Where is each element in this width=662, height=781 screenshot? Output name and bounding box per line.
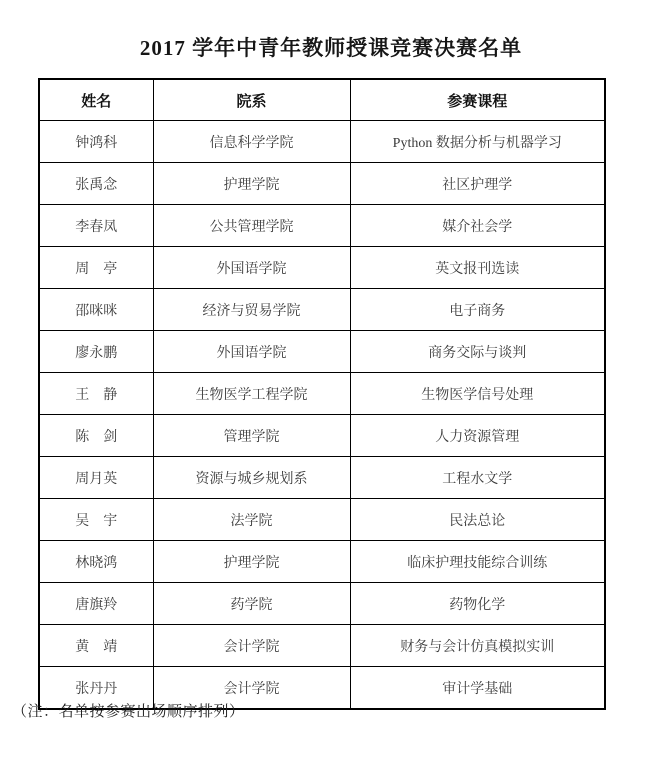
- finalist-table: [38, 78, 606, 710]
- name-cell: 李春凤: [39, 205, 153, 247]
- course-cell: 媒介社会学: [350, 205, 605, 247]
- table-row: [39, 499, 605, 541]
- course-cell: 电子商务: [350, 289, 605, 331]
- table-row: [39, 415, 605, 457]
- name-cell: 唐旗羚: [39, 583, 153, 625]
- department-cell: 信息科学学院: [153, 121, 350, 163]
- department-cell: 护理学院: [153, 163, 350, 205]
- department-cell: 会计学院: [153, 667, 350, 710]
- department-cell: 生物医学工程学院: [153, 373, 350, 415]
- name-cell: 钟鸿科: [39, 121, 153, 163]
- course-cell: 财务与会计仿真模拟实训: [350, 625, 605, 667]
- table-row: [39, 247, 605, 289]
- course-cell: 药物化学: [350, 583, 605, 625]
- name-cell: 邵咪咪: [39, 289, 153, 331]
- department-cell: 公共管理学院: [153, 205, 350, 247]
- department-cell: 外国语学院: [153, 331, 350, 373]
- name-cell: 周 亭: [39, 247, 153, 289]
- course-cell: 民法总论: [350, 499, 605, 541]
- name-cell: 王 静: [39, 373, 153, 415]
- table-row: [39, 121, 605, 163]
- name-cell: 林晓鸿: [39, 541, 153, 583]
- table-header-row: [39, 79, 605, 121]
- table-row: [39, 331, 605, 373]
- name-cell: 张丹丹: [39, 667, 153, 710]
- table-row: [39, 289, 605, 331]
- department-cell: 法学院: [153, 499, 350, 541]
- table-row: [39, 583, 605, 625]
- course-cell: 社区护理学: [350, 163, 605, 205]
- department-cell: 会计学院: [153, 625, 350, 667]
- header-department: 院系: [153, 79, 350, 121]
- course-cell: 生物医学信号处理: [350, 373, 605, 415]
- name-cell: 廖永鹏: [39, 331, 153, 373]
- name-cell: 周月英: [39, 457, 153, 499]
- course-cell: 工程水文学: [350, 457, 605, 499]
- table-row: [39, 163, 605, 205]
- name-cell: 陈 剑: [39, 415, 153, 457]
- table-row: [39, 457, 605, 499]
- course-cell: 人力资源管理: [350, 415, 605, 457]
- course-cell: 商务交际与谈判: [350, 331, 605, 373]
- header-name: 姓名: [39, 79, 153, 121]
- name-cell: 黄 靖: [39, 625, 153, 667]
- course-cell: 审计学基础: [350, 667, 605, 710]
- department-cell: 外国语学院: [153, 247, 350, 289]
- table-row: [39, 373, 605, 415]
- table-row: [39, 625, 605, 667]
- name-cell: 张禹念: [39, 163, 153, 205]
- table-row: [39, 541, 605, 583]
- footer-note: （注：名单按参赛出场顺序排列）: [12, 703, 245, 720]
- course-cell: Python 数据分析与机器学习: [350, 121, 605, 163]
- department-cell: 药学院: [153, 583, 350, 625]
- department-cell: 护理学院: [153, 541, 350, 583]
- page-title: 2017 学年中青年教师授课竞赛决赛名单: [139, 36, 523, 60]
- course-cell: 临床护理技能综合训练: [350, 541, 605, 583]
- department-cell: 资源与城乡规划系: [153, 457, 350, 499]
- header-course: 参赛课程: [350, 79, 605, 121]
- department-cell: 管理学院: [153, 415, 350, 457]
- table-row: [39, 205, 605, 247]
- course-cell: 英文报刊选读: [350, 247, 605, 289]
- department-cell: 经济与贸易学院: [153, 289, 350, 331]
- name-cell: 吴 宇: [39, 499, 153, 541]
